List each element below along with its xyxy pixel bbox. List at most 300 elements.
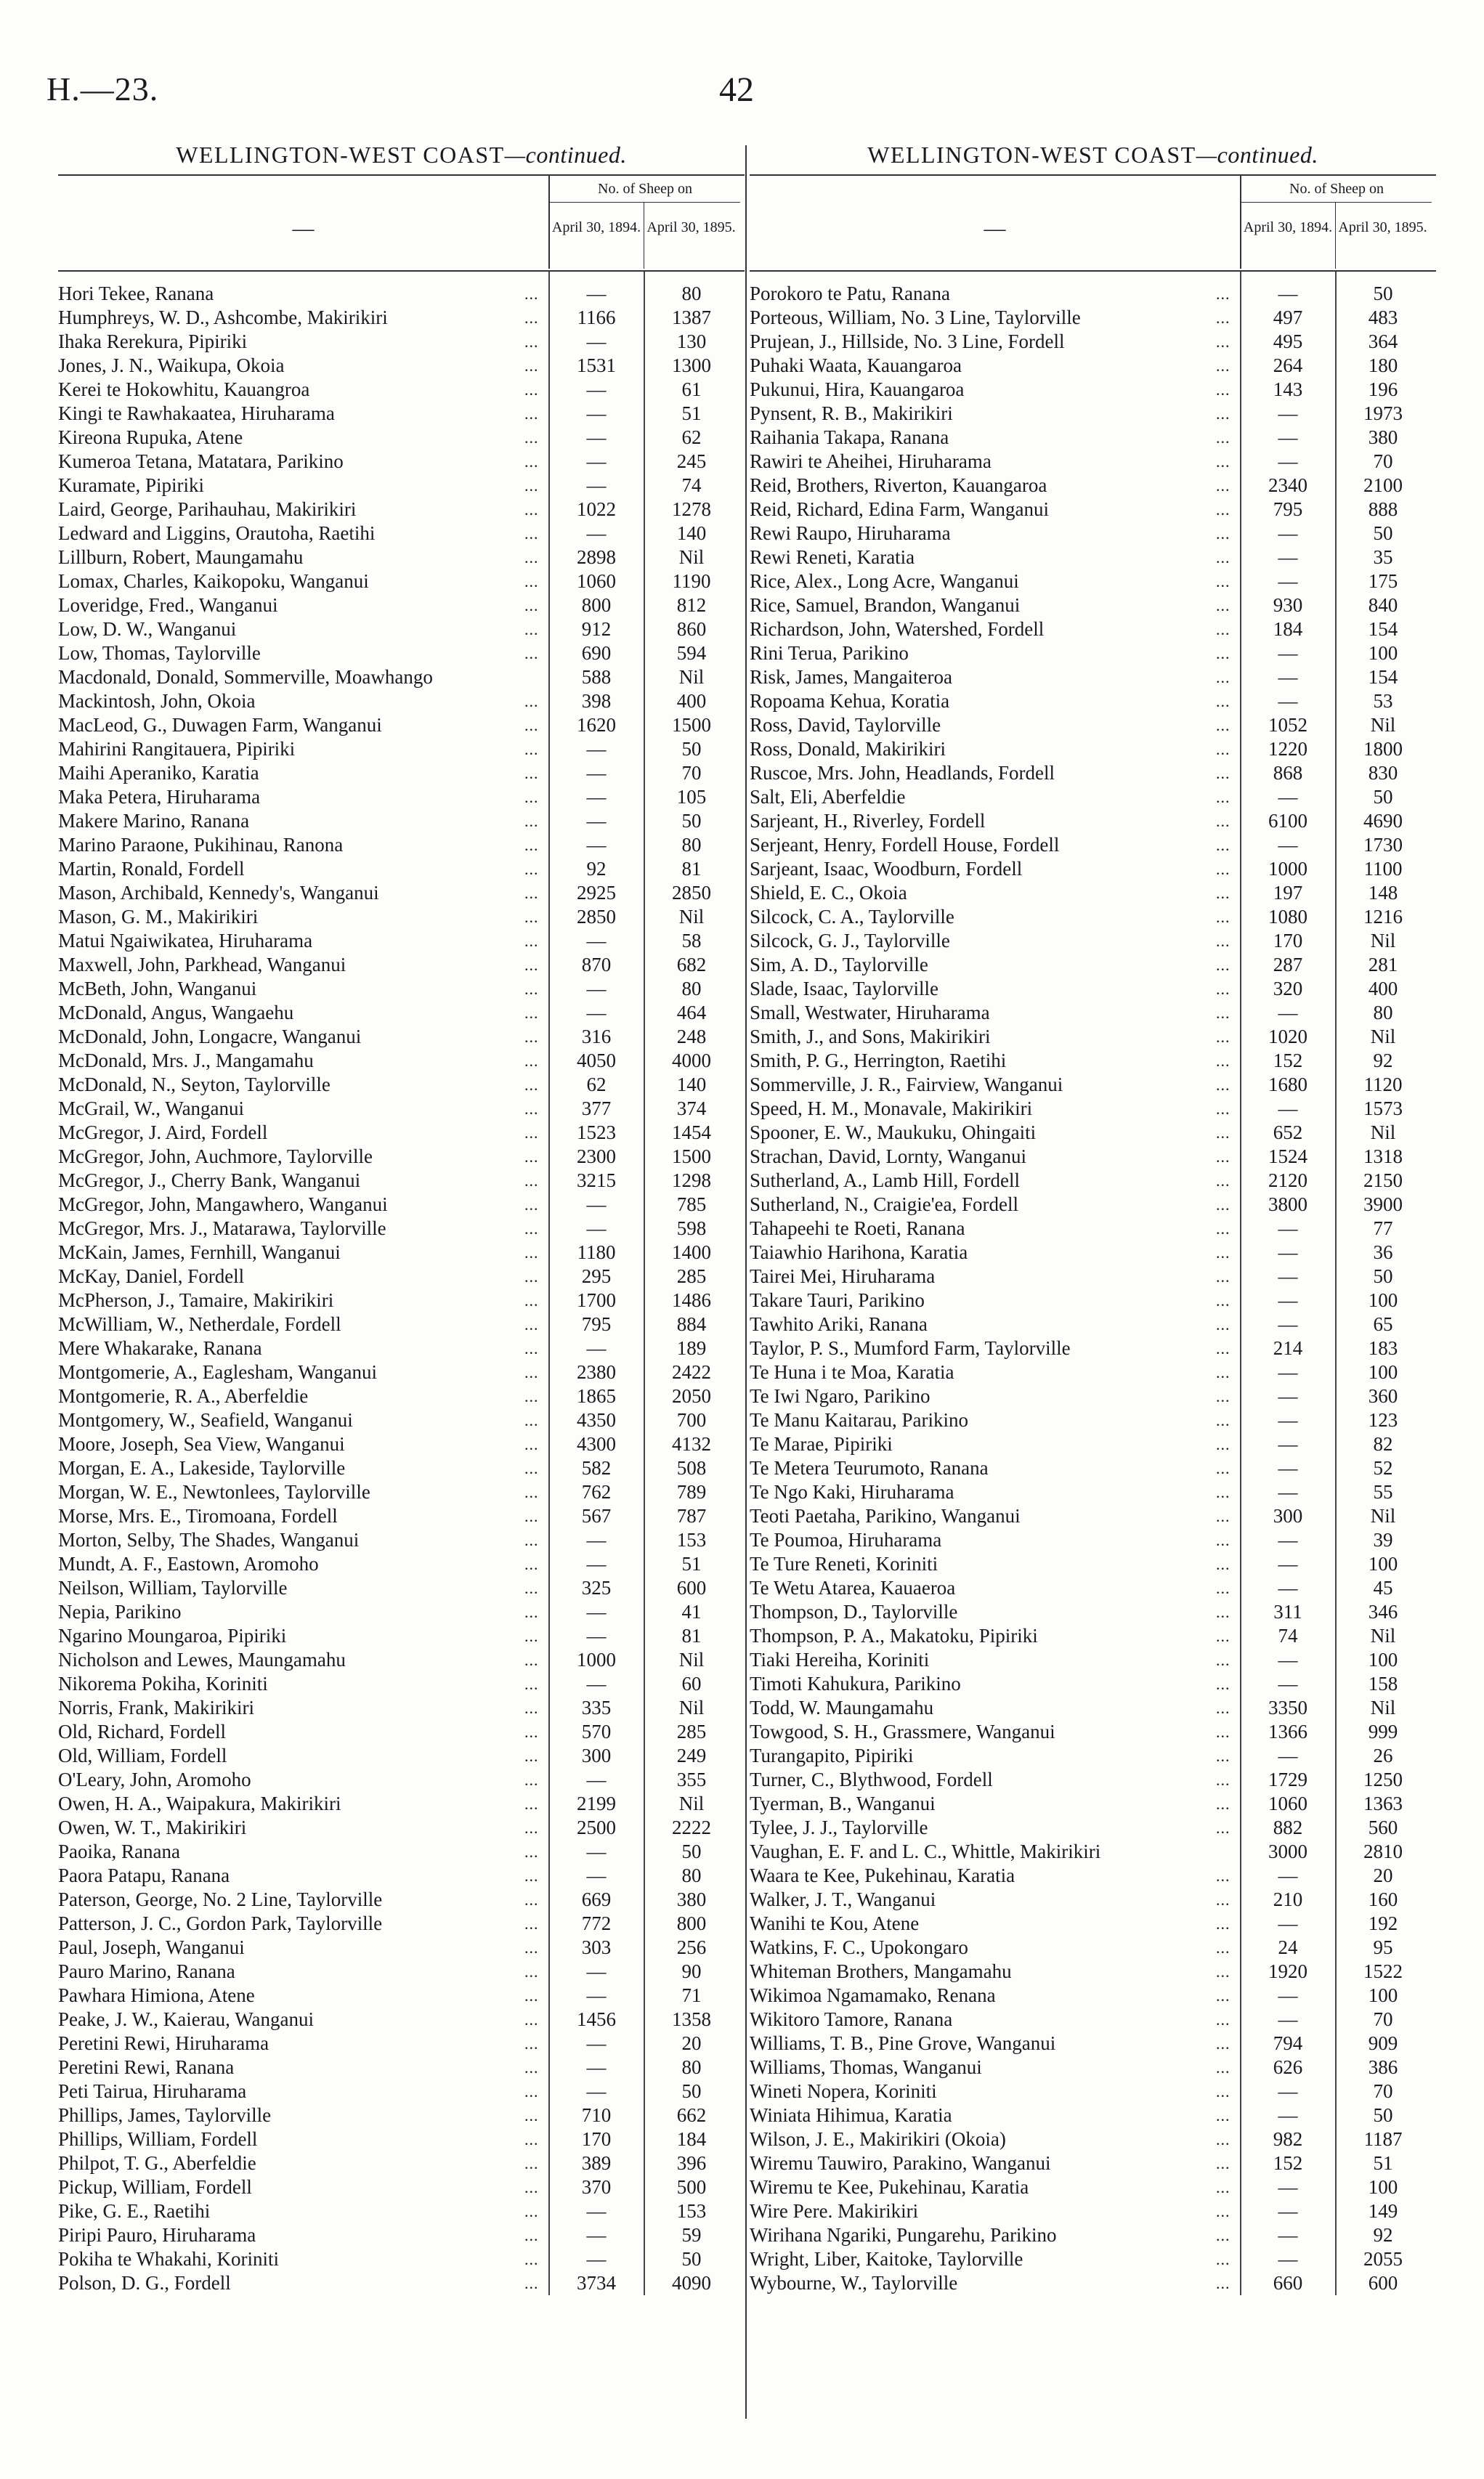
owner-name: Pauro Marino, Ranana	[58, 1960, 235, 1982]
leader-dots: ...	[524, 1579, 539, 1597]
leader-dots: ...	[524, 1891, 539, 1909]
table-row	[750, 1384, 1436, 1408]
sheep-1895: 884	[676, 1313, 707, 1335]
sheep-1894: —	[1278, 2080, 1298, 2102]
leader-dots: ...	[1216, 2034, 1230, 2053]
leader-dots: ...	[1216, 836, 1230, 854]
owner-name: Te Huna i te Moa, Karatia	[750, 1361, 954, 1383]
leader-dots: ...	[1216, 980, 1230, 998]
sheep-1894: —	[586, 1865, 607, 1886]
sheep-1895: 130	[676, 330, 707, 352]
sheep-1895: 80	[681, 2056, 702, 2078]
sheep-1895: 123	[1368, 1409, 1398, 1431]
table-row	[58, 1193, 745, 1217]
leader-dots: ...	[1216, 1891, 1230, 1909]
sheep-1894: 143	[1273, 378, 1303, 400]
col-1894-header: April 30, 1894.	[1240, 202, 1334, 269]
sheep-1894: 197	[1273, 882, 1303, 904]
table-row	[750, 1960, 1436, 1984]
sheep-1895: 100	[1368, 1984, 1398, 2006]
leader-dots: ...	[1216, 1411, 1230, 1429]
leader-dots: ...	[1216, 1220, 1230, 1238]
leader-dots: ...	[524, 2202, 539, 2220]
table-row	[58, 498, 745, 522]
owner-name: McBeth, John, Wanganui	[58, 978, 257, 999]
sheep-1894: —	[1278, 1241, 1298, 1263]
sheep-1895: 2422	[672, 1361, 711, 1383]
table-row	[750, 1576, 1436, 1600]
sheep-1895: 80	[681, 283, 702, 304]
sheep-1895: 380	[676, 1888, 707, 1910]
sheep-1894: 184	[1273, 618, 1303, 640]
sheep-1894: 325	[581, 1577, 612, 1599]
sheep-1895: 2050	[672, 1385, 711, 1407]
owner-name: Porteous, William, No. 3 Line, Taylorville	[750, 307, 1081, 328]
owner-name: Phillips, James, Taylorville	[58, 2104, 272, 2126]
table-row	[750, 1241, 1436, 1265]
sheep-1895: 909	[1368, 2032, 1398, 2054]
sheep-1894: 152	[1273, 1050, 1303, 1071]
sheep-1895: 800	[676, 1912, 707, 1934]
sheep-1894: 303	[581, 1936, 612, 1958]
sheep-1895: 80	[681, 978, 702, 999]
sheep-1894: 794	[1273, 2032, 1303, 2054]
sheep-1894: —	[586, 1673, 607, 1695]
sheep-1894: —	[1278, 2200, 1298, 2222]
sheep-1894: 1680	[1268, 1074, 1307, 1095]
table-row	[750, 713, 1436, 737]
sheep-1895: Nil	[678, 1649, 705, 1671]
page-ref: H.—23.	[46, 70, 159, 107]
sheep-1895: 35	[1373, 546, 1393, 568]
table-row	[750, 617, 1436, 641]
owner-name: Wineti Nopera, Koriniti	[750, 2080, 937, 2102]
owner-name: Ross, Donald, Makirikiri	[750, 738, 946, 760]
owner-name: Tairei Mei, Hiruharama	[750, 1265, 936, 1287]
sheep-1894: 4350	[577, 1409, 616, 1431]
sheep-1895: 140	[676, 1074, 707, 1095]
sheep-1895: 1573	[1363, 1098, 1403, 1119]
table-row	[750, 1864, 1436, 1888]
owner-name: Thompson, D., Taylorville	[750, 1601, 958, 1623]
owner-name: Montgomerie, R. A., Aberfeldie	[58, 1385, 309, 1407]
sheep-1895: 70	[681, 762, 702, 784]
leader-dots: ...	[1216, 788, 1230, 806]
leader-dots: ...	[1216, 1435, 1230, 1453]
table-row	[58, 1840, 745, 1864]
table-row	[58, 2247, 745, 2271]
table-row	[58, 2103, 745, 2127]
owner-name: Speed, H. M., Monavale, Makirikiri	[750, 1098, 1033, 1119]
owner-name: Ropoama Kehua, Koratia	[750, 690, 950, 712]
sheep-1894: 669	[581, 1888, 612, 1910]
table-row	[750, 2103, 1436, 2127]
leader-dots: ...	[524, 620, 539, 638]
table-row	[750, 426, 1436, 450]
sheep-1895: 1278	[672, 498, 711, 520]
sheep-1895: 50	[1373, 1265, 1393, 1287]
leader-dots: ...	[524, 1028, 539, 1046]
sheep-1895: 192	[1368, 1912, 1398, 1934]
owner-name: Paora Patapu, Ranana	[58, 1865, 230, 1886]
table-row	[58, 785, 745, 809]
sheep-1895: 860	[676, 618, 707, 640]
leader-dots: ...	[524, 333, 539, 351]
sheep-1894: —	[1278, 1433, 1298, 1455]
sheep-1895: 2100	[1363, 474, 1403, 496]
sheep-1894: —	[1278, 1217, 1298, 1239]
sheep-1894: —	[1278, 1912, 1298, 1934]
sheep-1894: 74	[1278, 1625, 1298, 1647]
sheep-1895: 355	[676, 1769, 707, 1790]
sheep-1894: 6100	[1268, 810, 1307, 832]
sheep-1894: —	[586, 1529, 607, 1551]
sheep-1895: 153	[676, 1529, 707, 1551]
sheep-1894: 1060	[1268, 1793, 1307, 1814]
owner-name: Neilson, William, Taylorville	[58, 1577, 288, 1599]
owner-name: Rewi Reneti, Karatia	[750, 546, 915, 568]
col-1895-header: April 30, 1895.	[1335, 202, 1430, 269]
owner-name: Shield, E. C., Okoia	[750, 882, 907, 904]
table-row	[58, 1648, 745, 1672]
owner-name: Norris, Frank, Makirikiri	[58, 1697, 254, 1719]
leader-dots: ...	[524, 1339, 539, 1358]
sheep-1894: 497	[1273, 307, 1303, 328]
table-row	[58, 809, 745, 833]
sheep-1895: 51	[681, 1553, 702, 1575]
sheep-1895: 71	[681, 1984, 702, 2006]
owner-name: Reid, Brothers, Riverton, Kauangaroa	[750, 474, 1047, 496]
owner-name: Owen, W. T., Makirikiri	[58, 1817, 247, 1838]
sheep-1895: 840	[1368, 594, 1398, 616]
table-row	[750, 1121, 1436, 1145]
sheep-1895: 92	[1373, 1050, 1393, 1071]
sheep-1895: 508	[676, 1457, 707, 1479]
leader-dots: ...	[524, 884, 539, 902]
sheep-1894: —	[586, 930, 607, 952]
sheep-1894: —	[1278, 1385, 1298, 1407]
sheep-1895: 2150	[1363, 1169, 1403, 1191]
owner-name: Pukunui, Hira, Kauangaroa	[750, 378, 965, 400]
owner-name: Wirihana Ngariki, Pungarehu, Parikino	[750, 2224, 1057, 2246]
table-row	[750, 1193, 1436, 1217]
leader-dots: ...	[524, 2130, 539, 2149]
table-row	[750, 282, 1436, 306]
table-row	[750, 1049, 1436, 1073]
owner-name: Williams, T. B., Pine Grove, Wanganui	[750, 2032, 1056, 2054]
owner-name: Silcock, C. A., Taylorville	[750, 906, 954, 928]
leader-dots: ...	[524, 788, 539, 806]
table-row	[750, 450, 1436, 474]
table-row	[750, 1672, 1436, 1696]
leader-dots: ...	[524, 572, 539, 591]
leader-dots: ...	[1216, 1723, 1230, 1741]
table-row	[750, 1624, 1436, 1648]
table-row	[750, 1456, 1436, 1480]
table-row	[58, 522, 745, 545]
sheep-1894: 2500	[577, 1817, 616, 1838]
sheep-1894: 4300	[577, 1433, 616, 1455]
sheep-1895: 1300	[672, 354, 711, 376]
table-row	[750, 1816, 1436, 1840]
leader-dots: ...	[1216, 453, 1230, 471]
owner-name: Sarjeant, Isaac, Woodburn, Fordell	[750, 858, 1023, 880]
leader-dots: ...	[1216, 1963, 1230, 1981]
table-row	[58, 1432, 745, 1456]
table-row	[58, 1265, 745, 1289]
sheep-1894: 389	[581, 2152, 612, 2174]
sheep-1894: 660	[1273, 2272, 1303, 2294]
owner-name: Taiawhio Harihona, Karatia	[750, 1241, 968, 1263]
leader-dots: ...	[1216, 524, 1230, 543]
owner-name: Peti Tairua, Hiruharama	[58, 2080, 247, 2102]
sheep-1895: 249	[676, 1745, 707, 1766]
sheep-1894: 1920	[1268, 1960, 1307, 1982]
sheep-1895: 2850	[672, 882, 711, 904]
owner-name: Winiata Hihimua, Karatia	[750, 2104, 952, 2126]
leader-dots: ...	[1216, 2058, 1230, 2077]
sheep-1894: 710	[581, 2104, 612, 2126]
sheep-1895: 59	[681, 2224, 702, 2246]
owner-name: Prujean, J., Hillside, No. 3 Line, Fordell	[750, 330, 1065, 352]
sheep-1895: 50	[681, 2248, 702, 2270]
owner-name: Peake, J. W., Kaierau, Wanganui	[58, 2008, 314, 2030]
sheep-1895: Nil	[1370, 1121, 1396, 1143]
table-row	[58, 2032, 745, 2056]
table-row	[58, 1792, 745, 1816]
table-row	[750, 1840, 1436, 1864]
owner-name: Mason, G. M., Makirikiri	[58, 906, 259, 928]
sheep-1895: 600	[676, 1577, 707, 1599]
owner-name: Taylor, P. S., Mumford Farm, Taylorville	[750, 1337, 1071, 1359]
table-row	[58, 2175, 745, 2199]
table-row	[58, 593, 745, 617]
sheep-1895: 100	[1368, 1649, 1398, 1671]
leader-dots: ...	[524, 1148, 539, 1166]
owner-name: McGregor, John, Mangawhero, Wanganui	[58, 1193, 388, 1215]
owner-name: Williams, Thomas, Wanganui	[750, 2056, 982, 2078]
owner-name: Sutherland, A., Lamb Hill, Fordell	[750, 1169, 1020, 1191]
table-row	[750, 641, 1436, 665]
owner-name: Wiremu te Kee, Pukehinau, Karatia	[750, 2176, 1029, 2198]
leader-dots: ...	[1216, 2202, 1230, 2220]
table-row	[58, 713, 745, 737]
sheep-1895: 55	[1373, 1481, 1393, 1503]
table-row	[58, 1384, 745, 1408]
leader-dots: ...	[1216, 2106, 1230, 2125]
sheep-1894: 370	[581, 2176, 612, 2198]
leader-dots: ...	[524, 1987, 539, 2005]
sheep-1894: 2340	[1268, 474, 1307, 496]
owner-name: McGregor, J. Aird, Fordell	[58, 1121, 268, 1143]
owner-name: Wikimoa Ngamamako, Renana	[750, 1984, 996, 2006]
sheep-1895: 196	[1368, 378, 1398, 400]
table-row	[750, 1408, 1436, 1432]
sheep-1894: —	[1278, 570, 1298, 592]
owner-name: Jones, J. N., Waikupa, Okoia	[58, 354, 285, 376]
sheep-1895: 60	[681, 1673, 702, 1695]
sheep-1894: 214	[1273, 1337, 1303, 1359]
table-row	[750, 689, 1436, 713]
sheep-1894: —	[1278, 666, 1298, 688]
sheep-1895: 100	[1368, 1289, 1398, 1311]
sheep-1895: 39	[1373, 1529, 1393, 1551]
table-row	[58, 929, 745, 953]
leader-dots: ...	[524, 476, 539, 495]
sheep-1894: —	[586, 1984, 607, 2006]
leader-dots: ...	[524, 1267, 539, 1286]
leader-dots: ...	[524, 1531, 539, 1549]
sheep-1894: —	[586, 978, 607, 999]
table-row	[750, 330, 1436, 354]
sheep-1895: 100	[1368, 1361, 1398, 1383]
leader-dots: ...	[1216, 2274, 1230, 2292]
sheep-1895: 74	[681, 474, 702, 496]
table-row	[750, 1600, 1436, 1624]
sheep-1894: —	[586, 1217, 607, 1239]
owner-name: Watkins, F. C., Upokongaro	[750, 1936, 968, 1958]
owner-name: Waara te Kee, Pukehinau, Karatia	[750, 1865, 1015, 1886]
sheep-1895: 785	[676, 1193, 707, 1215]
leader-dots: ...	[1216, 1555, 1230, 1573]
leader-dots: ...	[524, 1220, 539, 1238]
sheep-1895: 2055	[1363, 2248, 1403, 2270]
sheep-1895: 830	[1368, 762, 1398, 784]
table-row	[750, 1312, 1436, 1336]
owner-name: McDonald, Mrs. J., Mangamahu	[58, 1050, 314, 1071]
table-row	[750, 1792, 1436, 1816]
leader-dots: ...	[1216, 1627, 1230, 1645]
leader-dots: ...	[524, 2058, 539, 2077]
leader-dots: ...	[1216, 1124, 1230, 1142]
table-row	[58, 2151, 745, 2175]
leader-dots: ...	[1216, 1363, 1230, 1381]
owner-name: Piripi Pauro, Hiruharama	[58, 2224, 256, 2246]
sheep-1895: 50	[1373, 522, 1393, 544]
table-row	[58, 1001, 745, 1025]
page-number: 42	[719, 70, 754, 109]
sheep-1894: 3000	[1268, 1841, 1307, 1862]
sheep-1895: 364	[1368, 330, 1398, 352]
sheep-1895: 184	[676, 2128, 707, 2150]
owner-name: MacLeod, G., Duwagen Farm, Wanganui	[58, 714, 382, 736]
owner-name: Philpot, T. G., Aberfeldie	[58, 2152, 256, 2174]
table-row	[58, 282, 745, 306]
sheep-1895: 58	[681, 930, 702, 952]
sheep-1894: —	[1278, 1361, 1298, 1383]
leader-dots: ...	[524, 644, 539, 662]
leader-dots: ...	[524, 1052, 539, 1070]
table-row	[58, 1744, 745, 1768]
sheep-1894: 1052	[1268, 714, 1307, 736]
leader-dots: ...	[1216, 405, 1230, 423]
sheep-1894: —	[586, 1553, 607, 1575]
leader-dots: ...	[1216, 1243, 1230, 1262]
sheep-1894: 652	[1273, 1121, 1303, 1143]
owner-name: Peretini Rewi, Ranana	[58, 2056, 235, 2078]
owner-name: Pickup, William, Fordell	[58, 2176, 252, 2198]
leader-dots: ...	[1216, 1987, 1230, 2005]
sheep-1895: 1800	[1363, 738, 1403, 760]
owner-name: Walker, J. T., Wanganui	[750, 1888, 936, 1910]
owner-name: Patterson, J. C., Gordon Park, Taylorville	[58, 1912, 383, 1934]
sheep-1895: 1730	[1363, 834, 1403, 856]
leader-dots: ...	[1216, 1795, 1230, 1813]
leader-dots: ...	[524, 1771, 539, 1789]
owner-name: Old, William, Fordell	[58, 1745, 227, 1766]
table-row	[58, 1624, 745, 1648]
sheep-1895: 483	[1368, 307, 1398, 328]
sheep-1894: 2850	[577, 906, 616, 928]
leader-dots: ...	[1216, 1699, 1230, 1717]
leader-dots: ...	[524, 2011, 539, 2029]
sheep-1895: Nil	[678, 1697, 705, 1719]
table-row	[750, 1936, 1436, 1960]
sheep-1895: 560	[1368, 1817, 1398, 1838]
owner-name: Te Metera Teurumoto, Ranana	[750, 1457, 989, 1479]
leader-dots: ...	[1216, 1483, 1230, 1501]
sheep-1894: —	[1278, 1649, 1298, 1671]
table-row	[750, 1336, 1436, 1360]
owner-name: Pynsent, R. B., Makirikiri	[750, 402, 953, 424]
owner-name: Sommerville, J. R., Fairview, Wanganui	[750, 1074, 1063, 1095]
sheep-1894: —	[586, 834, 607, 856]
column-separator	[745, 145, 747, 2419]
table-row	[750, 1888, 1436, 1912]
leader-dots: ...	[1216, 1148, 1230, 1166]
table-row	[58, 761, 745, 785]
table-row	[750, 593, 1436, 617]
leader-dots: ...	[524, 1172, 539, 1190]
sheep-1895: 2810	[1363, 1841, 1403, 1862]
sheep-1894: —	[1278, 786, 1298, 808]
sheep-1895: 1120	[1363, 1074, 1403, 1095]
sheep-1894: 1729	[1268, 1769, 1307, 1790]
table-row	[750, 474, 1436, 498]
sheep-1894: 772	[581, 1912, 612, 1934]
owner-name: Mackintosh, John, Okoia	[58, 690, 256, 712]
owner-name: Marino Paraone, Pukihinau, Ranona	[58, 834, 344, 856]
sheep-1894: 295	[581, 1265, 612, 1287]
sheep-1895: 1454	[672, 1121, 711, 1143]
leader-dots: ...	[1216, 2082, 1230, 2101]
leader-dots: ...	[1216, 1531, 1230, 1549]
owner-name: Rice, Alex., Long Acre, Wanganui	[750, 570, 1019, 592]
sheep-1895: 1187	[1363, 2128, 1403, 2150]
leader-dots: ...	[524, 1939, 539, 1957]
sheep-1895: 45	[1373, 1577, 1393, 1599]
sheep-1895: 374	[676, 1098, 707, 1119]
owner-name: Silcock, G. J., Taylorville	[750, 930, 950, 952]
leader-dots: ...	[524, 2154, 539, 2172]
leader-dots: ...	[1216, 357, 1230, 375]
table-row	[58, 1504, 745, 1528]
sheep-1895: 61	[681, 378, 702, 400]
table-row	[750, 2056, 1436, 2080]
table-row	[58, 833, 745, 857]
col-1895-header: April 30, 1895.	[644, 202, 738, 269]
sheep-1894: 210	[1273, 1888, 1303, 1910]
leader-dots: ...	[524, 2226, 539, 2244]
owner-name: Towgood, S. H., Grassmere, Wanganui	[750, 1721, 1055, 1742]
leader-dots: ...	[1216, 2154, 1230, 2172]
table-row	[58, 2199, 745, 2223]
table-row	[58, 881, 745, 905]
sheep-1894: —	[586, 1841, 607, 1862]
owner-name: Teoti Paetaha, Parikino, Wanganui	[750, 1505, 1021, 1527]
sheep-1894: —	[1278, 2224, 1298, 2246]
sheep-1895: Nil	[678, 546, 705, 568]
